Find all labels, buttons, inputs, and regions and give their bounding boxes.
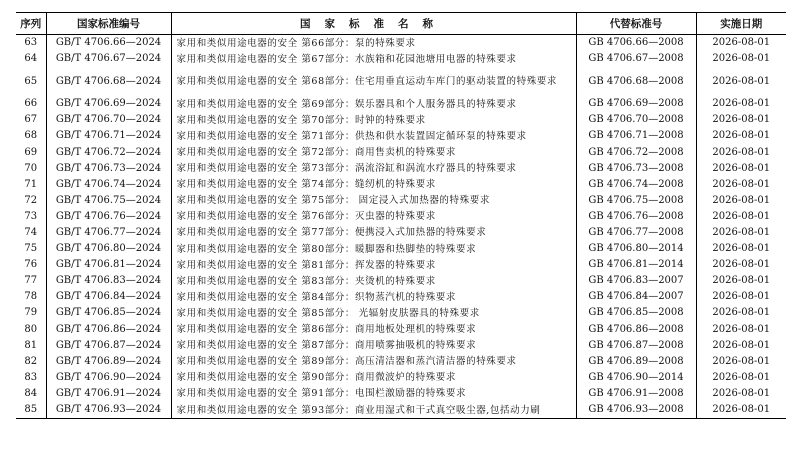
cell-standard-number: GB/T 4706.77—2024 <box>46 225 171 241</box>
cell-replaced-standard: GB 4706.69—2008 <box>576 96 696 112</box>
cell-serial-no: 69 <box>24 146 38 158</box>
cell-replaced-standard: GB 4706.91—2008 <box>576 386 696 402</box>
table-row <box>16 354 786 370</box>
cell-serial-no: 63 <box>24 37 38 49</box>
cell-implementation-date: 2026-08-01 <box>696 35 786 52</box>
cell-standard-name: 家用和类似用途电器的安全 第68部分：住宅用垂直运动车库门的驱动装置的特殊要求 <box>171 67 576 96</box>
cell-standard-number: GB/T 4706.76—2024 <box>46 209 171 225</box>
cell-standard-number: GB/T 4706.90—2024 <box>46 370 171 386</box>
cell-replaced-standard: GB 4706.86—2008 <box>576 322 696 338</box>
cell-serial-no: 71 <box>24 178 38 190</box>
table-row <box>16 370 786 386</box>
cell-replaced-standard: GB 4706.84—2007 <box>576 289 696 305</box>
cell-standard-number: GB/T 4706.75—2024 <box>46 193 171 209</box>
header-replaced-standard: 代替标准号 <box>576 13 696 35</box>
cell-serial-no: 84 <box>24 387 38 399</box>
table-row <box>16 386 786 402</box>
cell-serial-no: 68 <box>24 130 38 142</box>
cell-implementation-date: 2026-08-01 <box>696 128 786 144</box>
table-row <box>16 289 786 305</box>
cell-standard-name: 家用和类似用途电器的安全 第85部分： 光辐射皮肤器具的特殊要求 <box>171 305 576 321</box>
table-row <box>16 225 786 241</box>
cell-standard-name: 家用和类似用途电器的安全 第93部分：商业用湿式和干式真空吸尘器,包括动力刷 <box>171 402 576 419</box>
table-header-row <box>16 13 786 35</box>
cell-serial-no: 82 <box>24 355 38 367</box>
cell-replaced-standard: GB 4706.90—2014 <box>576 370 696 386</box>
cell-standard-number: GB/T 4706.67—2024 <box>46 51 171 67</box>
table-row <box>16 96 786 112</box>
cell-standard-number: GB/T 4706.72—2024 <box>46 144 171 160</box>
cell-standard-number: GB/T 4706.71—2024 <box>46 128 171 144</box>
cell-implementation-date: 2026-08-01 <box>696 241 786 257</box>
cell-standard-number: GB/T 4706.73—2024 <box>46 161 171 177</box>
cell-serial-no: 64 <box>24 53 38 65</box>
cell-standard-name: 家用和类似用途电器的安全 第80部分：暖脚器和热脚垫的特殊要求 <box>171 241 576 257</box>
cell-standard-number: GB/T 4706.68—2024 <box>46 67 171 96</box>
cell-serial-no: 78 <box>24 291 38 303</box>
cell-implementation-date: 2026-08-01 <box>696 322 786 338</box>
cell-implementation-date: 2026-08-01 <box>696 273 786 289</box>
cell-standard-name: 家用和类似用途电器的安全 第75部分： 固定浸入式加热器的特殊要求 <box>171 193 576 209</box>
cell-standard-number: GB/T 4706.89—2024 <box>46 354 171 370</box>
cell-replaced-standard: GB 4706.81—2014 <box>576 257 696 273</box>
cell-implementation-date: 2026-08-01 <box>696 370 786 386</box>
table-row <box>16 338 786 354</box>
table-row <box>16 161 786 177</box>
cell-standard-name: 家用和类似用途电器的安全 第77部分：便携浸入式加热器的特殊要求 <box>171 225 576 241</box>
cell-standard-name: 家用和类似用途电器的安全 第66部分：泵的特殊要求 <box>171 35 576 52</box>
cell-replaced-standard: GB 4706.71—2008 <box>576 128 696 144</box>
table-row <box>16 305 786 321</box>
cell-standard-name: 家用和类似用途电器的安全 第83部分：夹烫机的特殊要求 <box>171 273 576 289</box>
cell-standard-number: GB/T 4706.81—2024 <box>46 257 171 273</box>
table-row <box>16 257 786 273</box>
cell-implementation-date: 2026-08-01 <box>696 144 786 160</box>
cell-implementation-date: 2026-08-01 <box>696 386 786 402</box>
cell-serial-no: 81 <box>24 339 38 351</box>
table-row <box>16 128 786 144</box>
cell-standard-number: GB/T 4706.84—2024 <box>46 289 171 305</box>
cell-replaced-standard: GB 4706.67—2008 <box>576 51 696 67</box>
table-row <box>16 273 786 289</box>
cell-standard-number: GB/T 4706.70—2024 <box>46 112 171 128</box>
cell-implementation-date: 2026-08-01 <box>696 354 786 370</box>
cell-standard-number: GB/T 4706.85—2024 <box>46 305 171 321</box>
cell-implementation-date: 2026-08-01 <box>696 305 786 321</box>
cell-replaced-standard: GB 4706.74—2008 <box>576 177 696 193</box>
cell-implementation-date: 2026-08-01 <box>696 161 786 177</box>
cell-standard-name: 家用和类似用途电器的安全 第76部分：灭虫器的特殊要求 <box>171 209 576 225</box>
header-standard-number: 国家标准编号 <box>46 13 171 35</box>
cell-standard-name: 家用和类似用途电器的安全 第86部分：商用地板处理机的特殊要求 <box>171 322 576 338</box>
table-row <box>16 322 786 338</box>
cell-serial-no: 75 <box>24 243 38 255</box>
cell-replaced-standard: GB 4706.70—2008 <box>576 112 696 128</box>
cell-replaced-standard: GB 4706.83—2007 <box>576 273 696 289</box>
standards-table <box>16 12 786 419</box>
cell-standard-name: 家用和类似用途电器的安全 第84部分：织物蒸汽机的特殊要求 <box>171 289 576 305</box>
cell-implementation-date: 2026-08-01 <box>696 338 786 354</box>
header-implementation-date: 实施日期 <box>696 13 786 35</box>
cell-implementation-date: 2026-08-01 <box>696 193 786 209</box>
header-serial-no: 序列 <box>16 13 46 35</box>
cell-replaced-standard: GB 4706.73—2008 <box>576 161 696 177</box>
table-row <box>16 177 786 193</box>
cell-replaced-standard: GB 4706.68—2008 <box>576 67 696 96</box>
cell-standard-name: 家用和类似用途电器的安全 第72部分：商用售卖机的特殊要求 <box>171 144 576 160</box>
cell-standard-name: 家用和类似用途电器的安全 第91部分：电围栏激励器的特殊要求 <box>171 386 576 402</box>
cell-standard-number: GB/T 4706.83—2024 <box>46 273 171 289</box>
cell-serial-no: 83 <box>24 371 38 383</box>
cell-replaced-standard: GB 4706.76—2008 <box>576 209 696 225</box>
cell-implementation-date: 2026-08-01 <box>696 177 786 193</box>
cell-serial-no: 70 <box>24 162 38 174</box>
cell-standard-name: 家用和类似用途电器的安全 第73部分：涡流浴缸和涡流水疗器具的特殊要求 <box>171 161 576 177</box>
cell-implementation-date: 2026-08-01 <box>696 51 786 67</box>
cell-standard-number: GB/T 4706.66—2024 <box>46 35 171 52</box>
cell-replaced-standard: GB 4706.66—2008 <box>576 35 696 52</box>
table-row <box>16 67 786 96</box>
cell-standard-name: 家用和类似用途电器的安全 第71部分：供热和供水装置固定循环泵的特殊要求 <box>171 128 576 144</box>
table-row <box>16 402 786 419</box>
cell-standard-name: 家用和类似用途电器的安全 第70部分：时钟的特殊要求 <box>171 112 576 128</box>
cell-serial-no: 67 <box>24 114 38 126</box>
table-row <box>16 35 786 52</box>
cell-replaced-standard: GB 4706.80—2014 <box>576 241 696 257</box>
cell-replaced-standard: GB 4706.93—2008 <box>576 402 696 419</box>
table-body <box>16 35 786 419</box>
cell-standard-number: GB/T 4706.86—2024 <box>46 322 171 338</box>
cell-standard-number: GB/T 4706.74—2024 <box>46 177 171 193</box>
cell-implementation-date: 2026-08-01 <box>696 209 786 225</box>
cell-standard-name: 家用和类似用途电器的安全 第69部分：娱乐器具和个人服务器具的特殊要求 <box>171 96 576 112</box>
cell-replaced-standard: GB 4706.72—2008 <box>576 144 696 160</box>
cell-serial-no: 73 <box>24 210 38 222</box>
cell-standard-number: GB/T 4706.69—2024 <box>46 96 171 112</box>
cell-serial-no: 76 <box>24 259 38 271</box>
cell-replaced-standard: GB 4706.87—2008 <box>576 338 696 354</box>
table-row <box>16 144 786 160</box>
cell-implementation-date: 2026-08-01 <box>696 96 786 112</box>
cell-standard-number: GB/T 4706.93—2024 <box>46 402 171 419</box>
cell-standard-name: 家用和类似用途电器的安全 第90部分：商用微波炉的特殊要求 <box>171 370 576 386</box>
cell-standard-name: 家用和类似用途电器的安全 第74部分：缝纫机的特殊要求 <box>171 177 576 193</box>
cell-replaced-standard: GB 4706.75—2008 <box>576 193 696 209</box>
table-row <box>16 112 786 128</box>
cell-serial-no: 77 <box>24 275 38 287</box>
table-row <box>16 193 786 209</box>
header-standard-name: 国家标准名称 <box>171 13 576 35</box>
cell-standard-number: GB/T 4706.80—2024 <box>46 241 171 257</box>
table-row <box>16 209 786 225</box>
cell-serial-no: 79 <box>24 307 38 319</box>
cell-serial-no: 74 <box>24 226 38 238</box>
cell-serial-no: 65 <box>24 75 38 87</box>
cell-implementation-date: 2026-08-01 <box>696 257 786 273</box>
cell-replaced-standard: GB 4706.77—2008 <box>576 225 696 241</box>
cell-serial-no: 80 <box>24 323 38 335</box>
cell-implementation-date: 2026-08-01 <box>696 289 786 305</box>
cell-replaced-standard: GB 4706.85—2008 <box>576 305 696 321</box>
cell-standard-name: 家用和类似用途电器的安全 第89部分：高压清洁器和蒸汽清洁器的特殊要求 <box>171 354 576 370</box>
cell-standard-number: GB/T 4706.91—2024 <box>46 386 171 402</box>
cell-serial-no: 72 <box>24 194 38 206</box>
cell-standard-number: GB/T 4706.87—2024 <box>46 338 171 354</box>
cell-serial-no: 66 <box>24 98 38 110</box>
table-row <box>16 51 786 67</box>
cell-implementation-date: 2026-08-01 <box>696 225 786 241</box>
cell-implementation-date: 2026-08-01 <box>696 402 786 419</box>
cell-implementation-date: 2026-08-01 <box>696 67 786 96</box>
cell-standard-name: 家用和类似用途电器的安全 第67部分：水族箱和花园池塘用电器的特殊要求 <box>171 51 576 67</box>
cell-standard-name: 家用和类似用途电器的安全 第87部分：商用喷雾抽吸机的特殊要求 <box>171 338 576 354</box>
cell-serial-no: 85 <box>24 404 38 416</box>
table-row <box>16 241 786 257</box>
cell-implementation-date: 2026-08-01 <box>696 112 786 128</box>
cell-replaced-standard: GB 4706.89—2008 <box>576 354 696 370</box>
cell-standard-name: 家用和类似用途电器的安全 第81部分：挥发器的特殊要求 <box>171 257 576 273</box>
